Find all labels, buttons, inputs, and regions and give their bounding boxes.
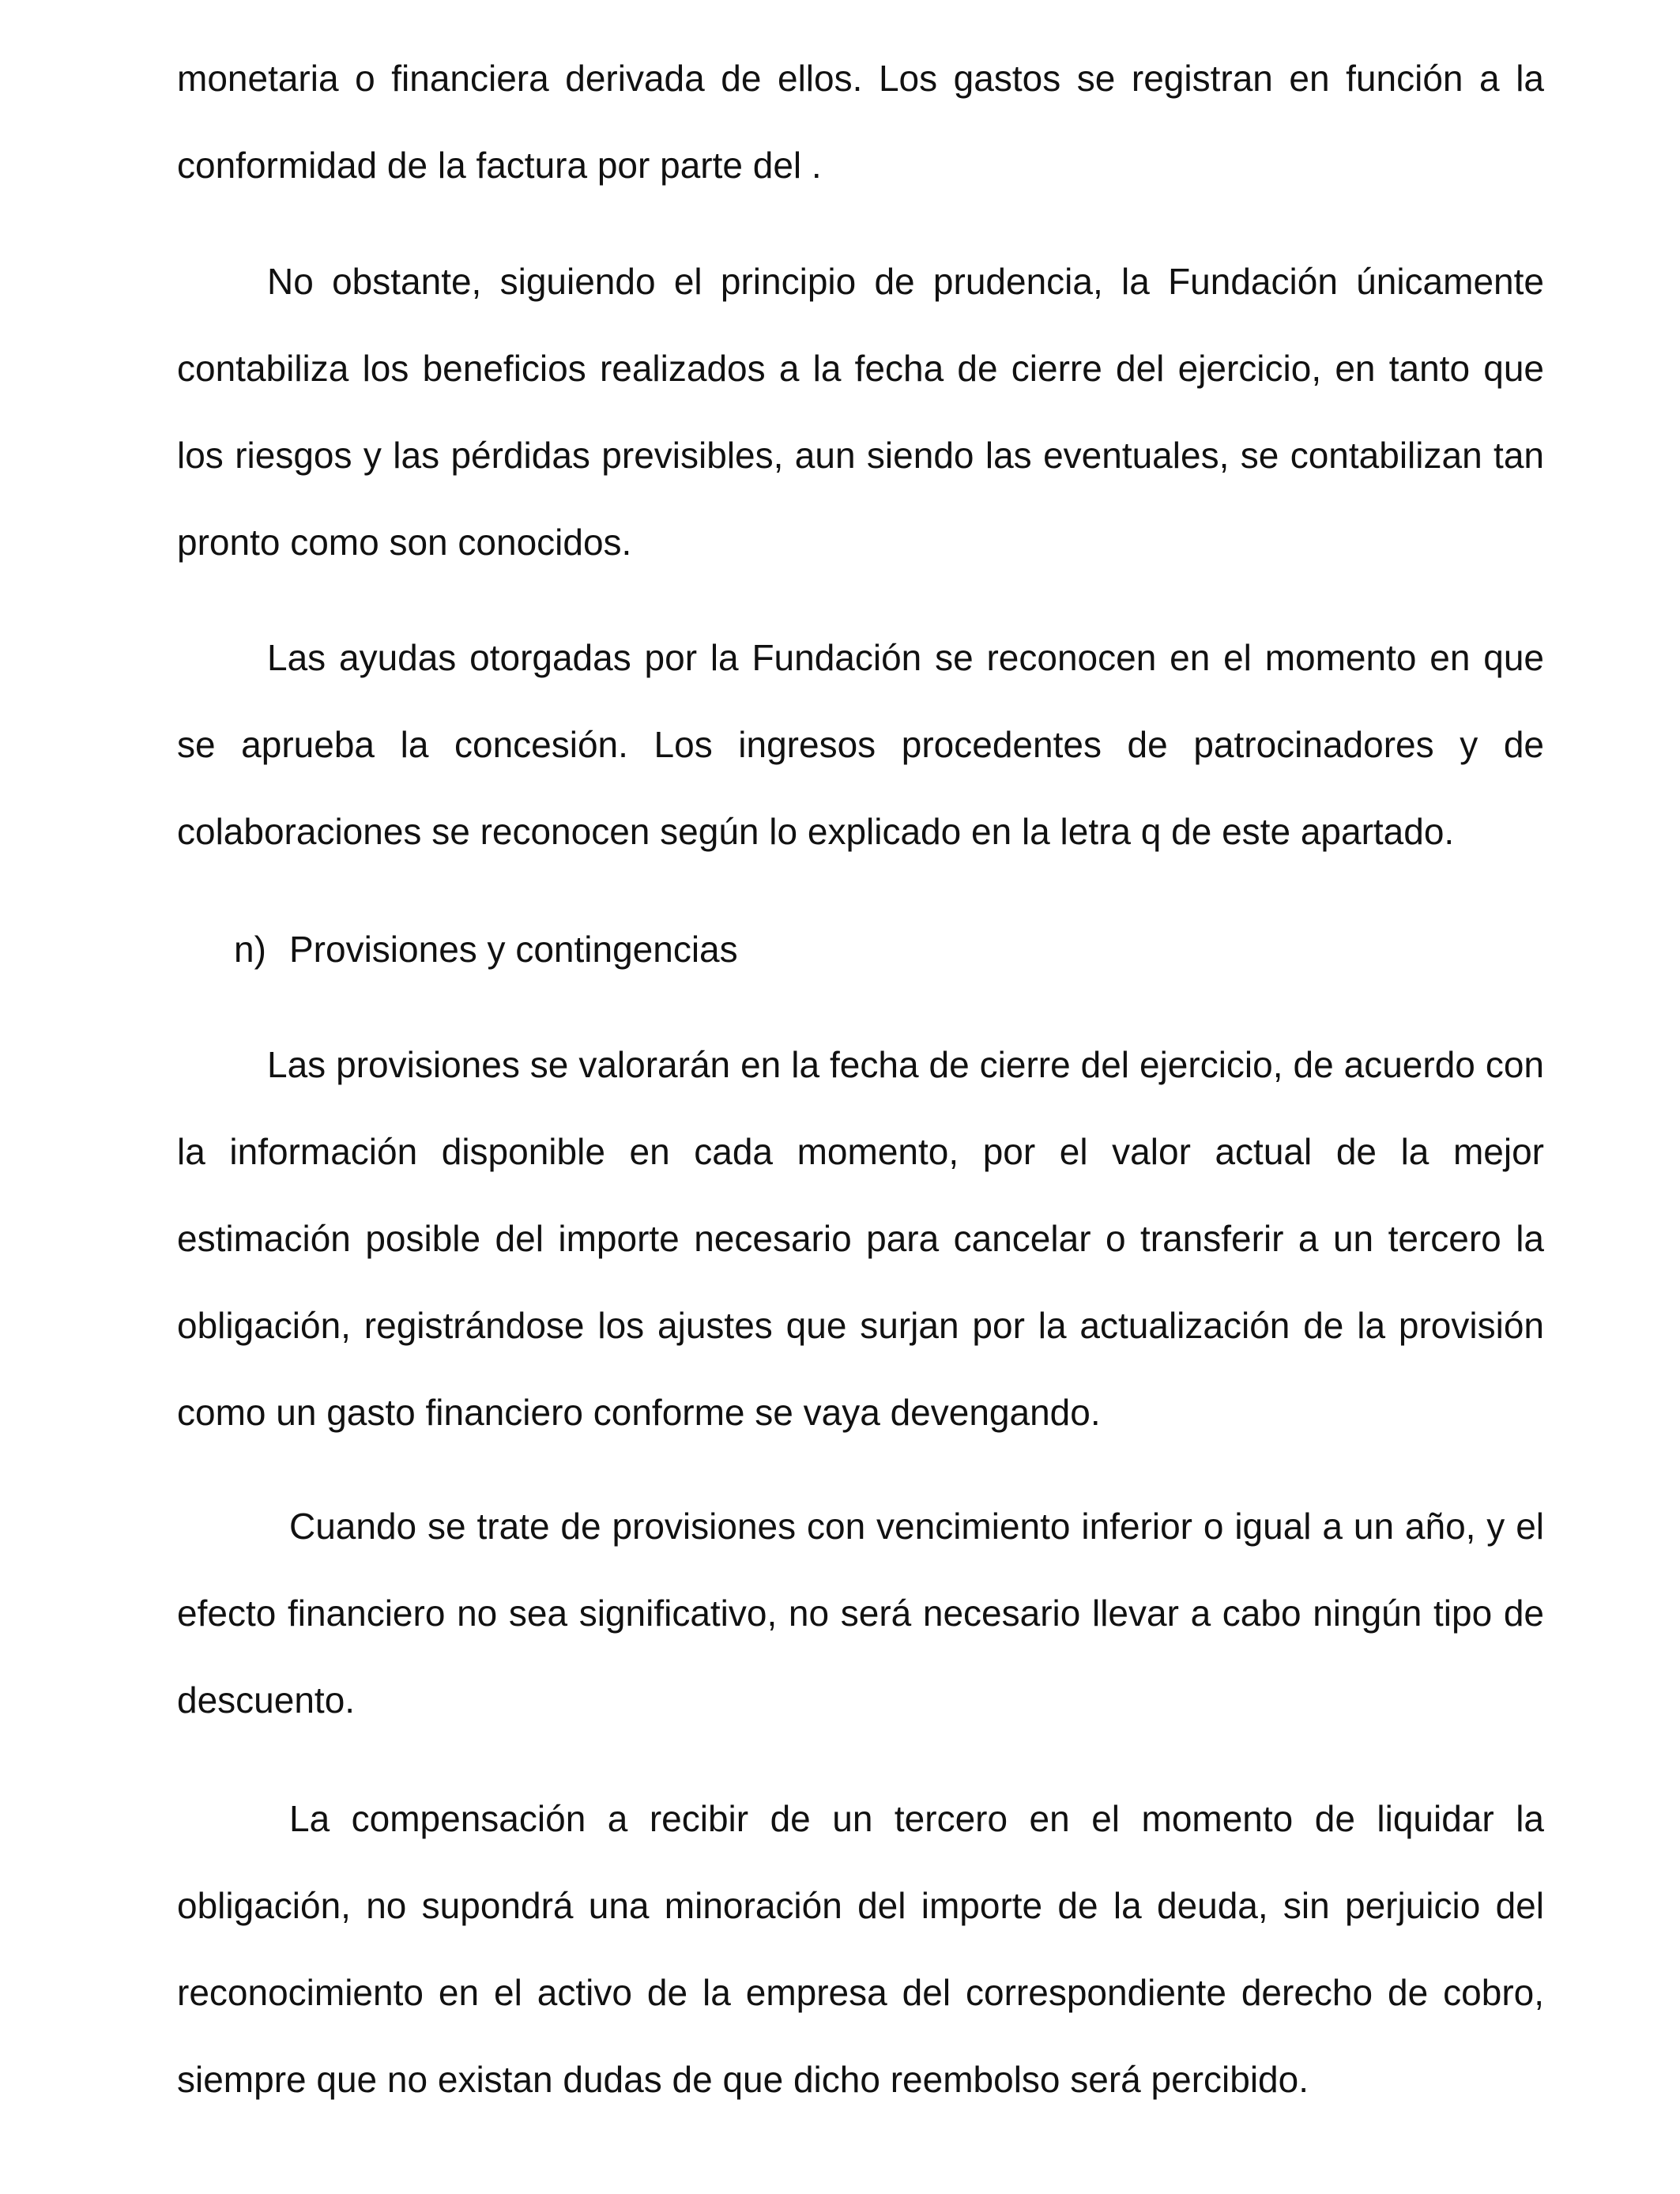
paragraph-provisions-valuation: Las provisiones se valorarán en la fecha de cierre del ejercicio, de acuerdo con la información disponible en cada momento, por el valor actual de la mejor estimación posible del importe necesario para cancelar o transferir a un tercero la obligación, registrándose los ajustes que surjan por la actualización de la provisión como un gasto financiero conforme se vaya devengando.	[177, 1044, 1544, 1433]
paragraph-prudence-principle: No obstante, siguiendo el principio de prudencia, la Fundación únicamente contabiliza los beneficios realizados a la fecha de cierre del ejercicio, en tanto que los riesgos y las pérdidas previsibles, aun siendo las eventuales, se contabilizan tan pronto como son conocidos.	[177, 261, 1544, 563]
section-marker: n)	[234, 929, 266, 970]
section-title: Provisiones y contingencias	[289, 929, 738, 970]
paragraph-expenses-continuation: monetaria o financiera derivada de ellos. Los gastos se registran en función a la conformidad de la factura por parte del .	[177, 58, 1544, 186]
paragraph-third-party-compensation: La compensación a recibir de un tercero en el momento de liquidar la obligación, no supondrá una minoración del importe de la deuda, sin perjuicio del reconocimiento en el activo de la empresa del correspondiente derecho de cobro, siempre que no existan dudas de que dicho reembolso será percibido.	[177, 1798, 1544, 2100]
paragraph-short-term-provisions: Cuando se trate de provisiones con vencimiento inferior o igual a un año, y el efecto financiero no sea significativo, no será necesario llevar a cabo ningún tipo de descuento.	[177, 1506, 1544, 1721]
paragraph-grants-recognition: Las ayudas otorgadas por la Fundación se reconocen en el momento en que se aprueba la concesión. Los ingresos procedentes de patrocinadores y de colaboraciones se reconocen según lo explicado en la letra q de este apartado.	[177, 637, 1544, 852]
section-heading	[234, 906, 738, 993]
